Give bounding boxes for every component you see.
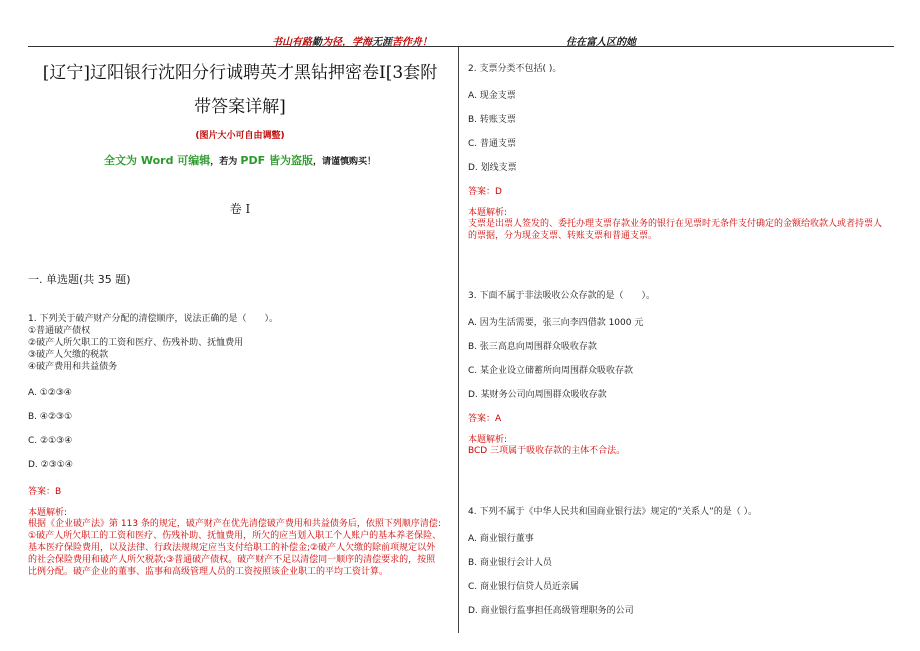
q2-explanation-title: 本题解析:: [468, 208, 508, 218]
edit-notice-text: ，请谨慎购买！: [312, 157, 376, 167]
q1-item: ①普通破产债权: [28, 326, 91, 336]
q3-answer: 答案：A: [468, 414, 502, 424]
q3-explanation-title: 本题解析:: [468, 435, 508, 445]
slogan-part: 为径，学海: [322, 37, 372, 48]
q3-explanation-line: BCD 三项属于吸收存款的主体不合法。: [468, 446, 626, 456]
q2-stem: 2. 支票分类不包括( )。: [468, 64, 562, 74]
q1-explanation-title: 本题解析:: [28, 508, 68, 518]
slogan-part: 勤: [312, 37, 322, 48]
doc-title-line1: [辽宁]辽阳银行沈阳分行诚聘英才黑钻押密卷I[3套附: [42, 63, 438, 83]
q1-option-a: A. ①②③④: [28, 388, 72, 398]
q1-stem: 1. 下列关于破产财产分配的清偿顺序，说法正确的是（ ）。: [28, 314, 278, 324]
q3-option-b: B. 张三高息向周围群众吸收存款: [468, 342, 597, 352]
q1-item: ②破产人所欠职工的工资和医疗、伤残补助、抚恤费用: [28, 338, 244, 348]
image-resize-note: (图片大小可自由调整): [195, 131, 285, 141]
q1-explanation-line: 比例分配。破产企业的董事、监事和高级管理人员的工资按照该企业职工的平均工资计算。: [28, 567, 389, 577]
slogan-part: 无涯: [372, 37, 392, 48]
q2-option-d: D. 划线支票: [468, 163, 517, 173]
q2-explanation-line: 的票据，分为现金支票、转账支票和普通支票。: [468, 231, 658, 241]
q4-option-d: D. 商业银行监事担任高级管理职务的公司: [468, 606, 634, 616]
q1-option-d: D. ②③①④: [28, 460, 73, 470]
q4-stem: 4. 下列不属于《中华人民共和国商业银行法》规定的“关系人”的是（ ）。: [468, 507, 758, 517]
q1-item: ③破产人欠缴的税款: [28, 350, 109, 360]
q4-option-c: C. 商业银行信贷人员近亲属: [468, 582, 580, 592]
q3-option-c: C. 某企业设立储蓄所向周围群众吸收存款: [468, 366, 634, 376]
header-divider: [28, 46, 894, 47]
q1-option-c: C. ②①③④: [28, 436, 73, 446]
q1-option-b: B. ④②③①: [28, 412, 73, 422]
q1-explanation-line: 基本医疗保险费用，以及法律、行政法规规定应当支付给职工的补偿金;②破产人欠缴的除前项规定以外: [28, 543, 436, 553]
edit-notice-pdf: PDF 皆为盗版: [240, 154, 313, 167]
q1-explanation-line: 的社会保险费用和破产人所欠税款;③普通破产债权。破产财产不足以清偿同一顺序的清偿要求的，按照: [28, 555, 436, 565]
volume-label: 卷 I: [229, 202, 251, 216]
q2-option-a: A. 现金支票: [468, 91, 516, 101]
column-divider: [458, 47, 459, 633]
q1-item: ④破产费用和共益债务: [28, 362, 118, 372]
slogan-part: 书山有路: [272, 37, 312, 48]
q3-option-a: A. 因为生活需要，张三向李四借款 1000 元: [468, 318, 644, 328]
doc-title-line2: 带答案详解]: [194, 97, 286, 117]
q3-option-d: D. 某财务公司向周围群众吸收存款: [468, 390, 607, 400]
edit-notice-text: ，若为: [210, 157, 241, 167]
q3-stem: 3. 下面不属于非法吸收公众存款的是（ ）。: [468, 291, 655, 301]
q2-answer: 答案：D: [468, 187, 502, 197]
slogan-part: 苦作舟！: [392, 37, 432, 48]
q2-explanation-line: 支票是出票人签发的、委托办理支票存款业务的银行在见票时无条件支付确定的金额给收款人或者持票人: [468, 219, 883, 229]
q4-option-b: B. 商业银行会计人员: [468, 558, 552, 568]
section-heading: 一. 单选题(共 35 题): [28, 273, 131, 286]
q1-explanation-line: ①破产人所欠职工的工资和医疗、伤残补助、抚恤费用，所欠的应当划入职工个人账户的基本养老保险、: [28, 531, 442, 541]
edit-notice: [30, 152, 450, 168]
q4-option-a: A. 商业银行董事: [468, 534, 534, 544]
edit-notice-word: 全文为 Word 可编辑: [104, 154, 211, 167]
q1-explanation-line: 根据《企业破产法》第 113 条的规定，破产财产在优先清偿破产费用和共益债务后，依照下列顺序清偿:: [28, 519, 441, 529]
q1-answer: 答案：B: [28, 487, 62, 497]
q2-option-c: C. 普通支票: [468, 139, 517, 149]
header-right-text: 住在富人区的她: [566, 37, 636, 48]
q2-option-b: B. 转账支票: [468, 115, 516, 125]
